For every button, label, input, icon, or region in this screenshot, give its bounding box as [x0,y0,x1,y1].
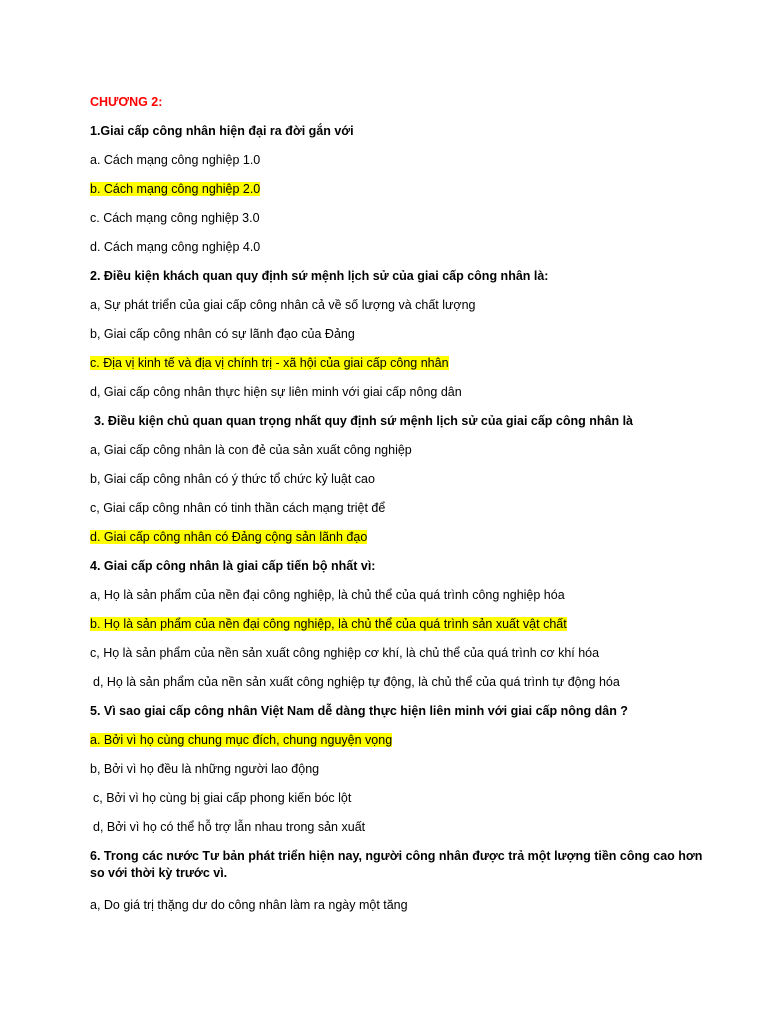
q3-option-b: b, Giai cấp công nhân có ý thức tổ chức kỷ luật cao [90,472,375,486]
answer-highlight: c. Địa vị kinh tế và địa vị chính trị - xã hội của giai cấp công nhân [90,356,449,370]
q2-option-b: b, Giai cấp công nhân có sự lãnh đạo của Đảng [90,327,355,341]
q1-option-c: c. Cách mạng công nghiệp 3.0 [90,211,260,225]
q3-option-d-answer [90,529,367,546]
q6-option-a: a, Do giá trị thặng dư do công nhân làm ra ngày một tăng [90,898,408,912]
q4-option-d: d, Họ là sản phẩm của nền sản xuất công nghiệp tự động, là chủ thể của quá trình tự động hóa [93,675,620,689]
q4-option-c: c, Họ là sản phẩm của nền sản xuất công nghiệp cơ khí, là chủ thể của quá trình cơ khí hóa [90,646,600,660]
q4-option-b-answer [90,616,567,633]
q2-option-d: d, Giai cấp công nhân thực hiện sự liên minh với giai cấp nông dân [90,385,462,399]
question-3: 3. Điều kiện chủ quan quan trọng nhất quy định sứ mệnh lịch sử của giai cấp công nhân là [94,414,634,428]
q2-option-c-answer [90,355,449,372]
q3-option-a: a, Giai cấp công nhân là con đẻ của sản xuất công nghiệp [90,443,412,457]
answer-highlight: a. Bởi vì họ cùng chung mục đích, chung nguyện vọng [90,733,393,747]
q4-option-a: a, Họ là sản phẩm của nền đại công nghiệp, là chủ thể của quá trình công nghiệp hóa [90,588,565,602]
question-2: 2. Điều kiện khách quan quy định sứ mệnh lịch sử của giai cấp công nhân là: [90,269,549,283]
q1-option-d: d. Cách mạng công nghiệp 4.0 [90,240,261,254]
answer-highlight: b. Họ là sản phẩm của nền đại công nghiệp, là chủ thể của quá trình sản xuất vật chất [90,617,567,631]
q5-option-d: d, Bởi vì họ có thể hỗ trợ lẫn nhau trong sản xuất [93,820,366,834]
question-4: 4. Giai cấp công nhân là giai cấp tiến bộ nhất vì: [90,559,376,573]
q5-option-a-answer [90,732,392,749]
q1-option-a: a. Cách mạng công nghiệp 1.0 [90,153,261,167]
q5-option-c: c, Bởi vì họ cùng bị giai cấp phong kiến bóc lột [93,791,352,805]
chapter-title: CHƯƠNG 2: [90,95,163,109]
q3-option-c: c, Giai cấp công nhân có tinh thần cách mạng triệt để [90,501,386,515]
answer-highlight: b. Cách mạng công nghiệp 2.0 [90,182,261,196]
question-6: 6. Trong các nước Tư bản phát triển hiện nay, người công nhân được trả một lượng tiền công cao hơn so với thời kỳ trước vì. [90,849,703,880]
q1-option-b-answer [90,181,260,198]
question-1: 1.Giai cấp công nhân hiện đại ra đời gắn với [90,124,354,138]
q2-option-a: a, Sự phát triển của giai cấp công nhân cả về số lượng và chất lượng [90,298,476,312]
question-5: 5. Vì sao giai cấp công nhân Việt Nam dễ dàng thực hiện liên minh với giai cấp nông dân ? [90,704,628,718]
q5-option-b: b, Bởi vì họ đều là những người lao động [90,762,320,776]
answer-highlight: d. Giai cấp công nhân có Đảng cộng sản lãnh đạo [90,530,368,544]
